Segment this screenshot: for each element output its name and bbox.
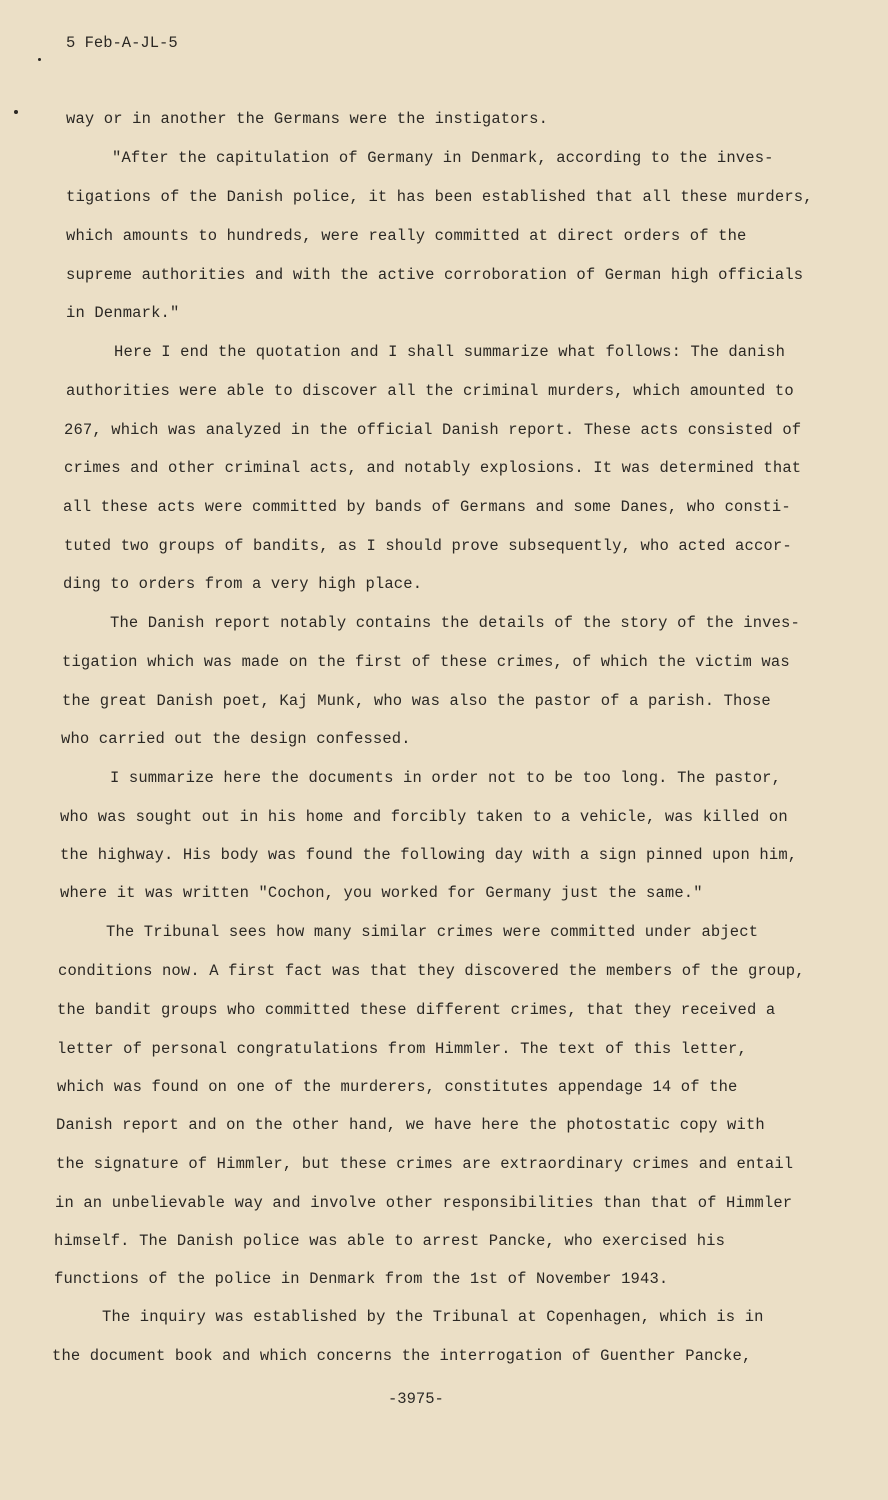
text-line: supreme authorities and with the active corroboration of German high officials bbox=[66, 266, 804, 284]
text-line: letter of personal congratulations from Himmler. The text of this letter, bbox=[57, 1040, 747, 1058]
text-line: "After the capitulation of Germany in Denmark, according to the inves- bbox=[112, 149, 774, 167]
text-line: himself. The Danish police was able to arrest Pancke, who exercised his bbox=[54, 1232, 726, 1250]
page-header: 5 Feb-A-JL-5 bbox=[66, 34, 178, 52]
text-line: The Danish report notably contains the details of the story of the inves- bbox=[110, 614, 800, 632]
text-line: tigation which was made on the first of these crimes, of which the victim was bbox=[62, 653, 790, 671]
margin-mark bbox=[38, 58, 41, 61]
text-line: who was sought out in his home and forcibly taken to a vehicle, was killed on bbox=[60, 808, 788, 826]
text-line: conditions now. A first fact was that they discovered the members of the group, bbox=[58, 962, 805, 980]
text-line: all these acts were committed by bands of Germans and some Danes, who consti- bbox=[63, 498, 791, 516]
text-line: The Tribunal sees how many similar crimes were committed under abject bbox=[106, 923, 759, 941]
text-line: ding to orders from a very high place. bbox=[63, 575, 423, 593]
text-line: the highway. His body was found the following day with a sign pinned upon him, bbox=[60, 846, 798, 864]
text-line: the great Danish poet, Kaj Munk, who was also the pastor of a parish. Those bbox=[62, 692, 771, 710]
text-line: I summarize here the documents in order not to be too long. The pastor, bbox=[110, 769, 782, 787]
text-line: tuted two groups of bandits, as I should prove subsequently, who acted accor- bbox=[64, 537, 792, 555]
text-line: in Denmark." bbox=[66, 304, 180, 322]
text-line: which was found on one of the murderers, constitutes appendage 14 of the bbox=[57, 1078, 738, 1096]
text-line: way or in another the Germans were the instigators. bbox=[66, 110, 549, 128]
text-line: crimes and other criminal acts, and notably explosions. It was determined that bbox=[64, 459, 802, 477]
text-line: The inquiry was established by the Tribunal at Copenhagen, which is in bbox=[102, 1308, 764, 1326]
text-line: the document book and which concerns the interrogation of Guenther Pancke, bbox=[52, 1347, 752, 1365]
text-line: which amounts to hundreds, were really committed at direct orders of the bbox=[66, 227, 747, 245]
text-line: who carried out the design confessed. bbox=[61, 730, 411, 748]
page-number: -3975- bbox=[388, 1390, 444, 1408]
text-line: where it was written "Cochon, you worked for Germany just the same." bbox=[60, 884, 703, 902]
text-line: Here I end the quotation and I shall summarize what follows: The danish bbox=[114, 343, 786, 361]
text-line: tigations of the Danish police, it has been established that all these murders, bbox=[66, 188, 813, 206]
text-line: 267, which was analyzed in the official Danish report. These acts consisted of bbox=[64, 421, 802, 439]
text-line: the bandit groups who committed these different crimes, that they received a bbox=[57, 1001, 776, 1019]
text-line: functions of the police in Denmark from the 1st of November 1943. bbox=[54, 1270, 669, 1288]
text-line: in an unbelievable way and involve other responsibilities than that of Himmler bbox=[55, 1194, 793, 1212]
text-line: authorities were able to discover all the criminal murders, which amounted to bbox=[66, 382, 794, 400]
margin-mark bbox=[14, 110, 18, 114]
text-line: the signature of Himmler, but these crimes are extraordinary crimes and entail bbox=[56, 1155, 794, 1173]
text-line: Danish report and on the other hand, we have here the photostatic copy with bbox=[56, 1116, 765, 1134]
